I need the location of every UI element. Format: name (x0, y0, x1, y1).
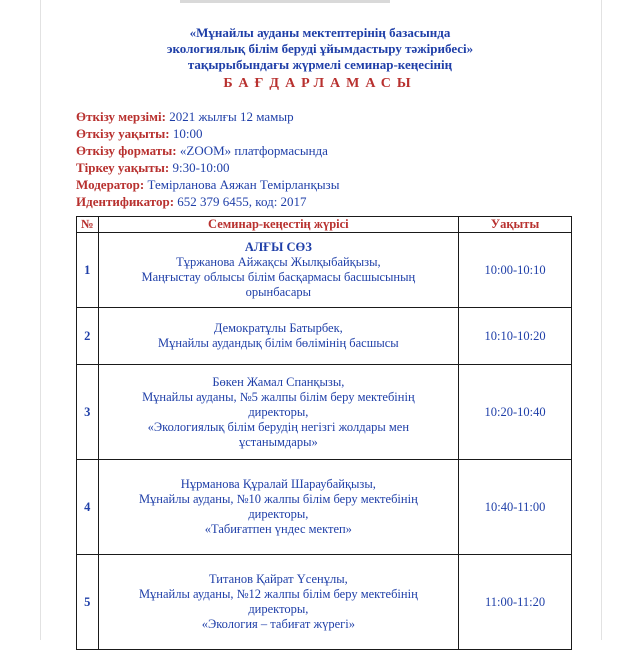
row-content-line: Мұнайлы ауданы, №12 жалпы білім беру мектебінің (138, 587, 418, 601)
row-content-line: Тұржанова Айжақсы Жылқыбайқызы, (176, 255, 381, 269)
row-content-line: директоры, (248, 507, 309, 521)
detail-identifier-label: Идентификатор: (76, 194, 175, 209)
table-row (77, 365, 572, 460)
row-number: 2 (77, 308, 99, 365)
detail-format (76, 142, 339, 159)
row-content-line: Титанов Қайрат Үсенұлы, (208, 572, 348, 586)
row-content (98, 308, 459, 365)
row-content-line: Нұрманова Құралай Шараубайқызы, (180, 477, 376, 491)
detail-date (76, 108, 339, 125)
column-header-number: № (77, 217, 99, 233)
row-content-line: Маңғыстау облысы білім басқармасы басшысының (141, 270, 416, 284)
header-line-2: экологиялық білім беруді ұйымдастыру тәжірибесі» (166, 41, 474, 56)
row-content-line: директоры, (248, 602, 309, 616)
detail-identifier-value: 652 379 6455, код: 2017 (174, 194, 307, 209)
program-table (76, 216, 572, 650)
detail-registration (76, 159, 339, 176)
row-content-line: Бөкен Жамал Спанқызы, (212, 374, 345, 389)
table-header-row (77, 217, 572, 233)
row-number: 3 (77, 365, 99, 460)
row-content (98, 460, 459, 555)
row-time: 10:20-10:40 (459, 365, 572, 460)
row-content-line: Мұнайлы ауданы, №5 жалпы білім беру мектебінің (142, 389, 415, 404)
column-header-time: Уақыты (459, 217, 572, 233)
table-row (77, 308, 572, 365)
top-accent-bar (180, 0, 390, 3)
row-time: 10:00-10:10 (459, 233, 572, 308)
event-details (76, 108, 339, 210)
detail-date-value: 2021 жылғы 12 мамыр (165, 109, 294, 124)
row-content (98, 555, 459, 650)
header-line-1: «Мұнайлы ауданы мектептерінің базасында (189, 25, 451, 40)
detail-time-value: 10:00 (169, 126, 203, 141)
row-content (98, 365, 459, 460)
detail-time-label: Өткізу уақыты: (76, 126, 170, 141)
row-content-line: директоры, (248, 404, 309, 419)
document-header (40, 25, 600, 73)
row-number: 1 (77, 233, 99, 308)
detail-identifier (76, 193, 339, 210)
row-content-line: Мұнайлы аудандық білім бөлімінің басшысы (158, 336, 399, 350)
detail-moderator-value: Темірланова Аяжан Темірланқызы (144, 177, 340, 192)
row-content-line: «Табиғатпен үндес мектеп» (204, 522, 352, 536)
table-row (77, 233, 572, 308)
row-content-line: Мұнайлы ауданы, №10 жалпы білім беру мектебінің (138, 492, 418, 506)
table-row (77, 460, 572, 555)
row-content-line: «Экология – табиғат жүрегі» (201, 617, 355, 631)
detail-moderator (76, 176, 339, 193)
column-header-content: Семинар-кеңестің жүрісі (98, 217, 459, 233)
row-time: 10:10-10:20 (459, 308, 572, 365)
row-content-line: орынбасары (245, 285, 312, 299)
row-content-line: АЛҒЫ СӨЗ (244, 240, 312, 254)
row-time: 10:40-11:00 (459, 460, 572, 555)
detail-moderator-label: Модератор: (76, 177, 145, 192)
detail-format-value: «ZOOM» платформасында (176, 143, 328, 158)
detail-format-label: Өткізу форматы: (76, 143, 177, 158)
row-content-line: Демократұлы Батырбек, (213, 321, 343, 335)
detail-date-label: Өткізу мерзімі: (76, 109, 166, 124)
program-title: БАҒДАРЛАМАСЫ (223, 76, 417, 91)
row-content-line: «Экологиялық білім берудің негізгі жолдары мен (147, 419, 410, 434)
row-number: 4 (77, 460, 99, 555)
table-row (77, 555, 572, 650)
row-content-line: ұстанымдары» (238, 434, 318, 449)
detail-registration-value: 9:30-10:00 (169, 160, 230, 175)
row-number: 5 (77, 555, 99, 650)
detail-time (76, 125, 339, 142)
detail-registration-label: Тіркеу уақыты: (76, 160, 170, 175)
header-line-3: тақырыбындағы жүрмелі семинар-кеңесінің (187, 57, 453, 72)
row-time: 11:00-11:20 (459, 555, 572, 650)
row-content (98, 233, 459, 308)
